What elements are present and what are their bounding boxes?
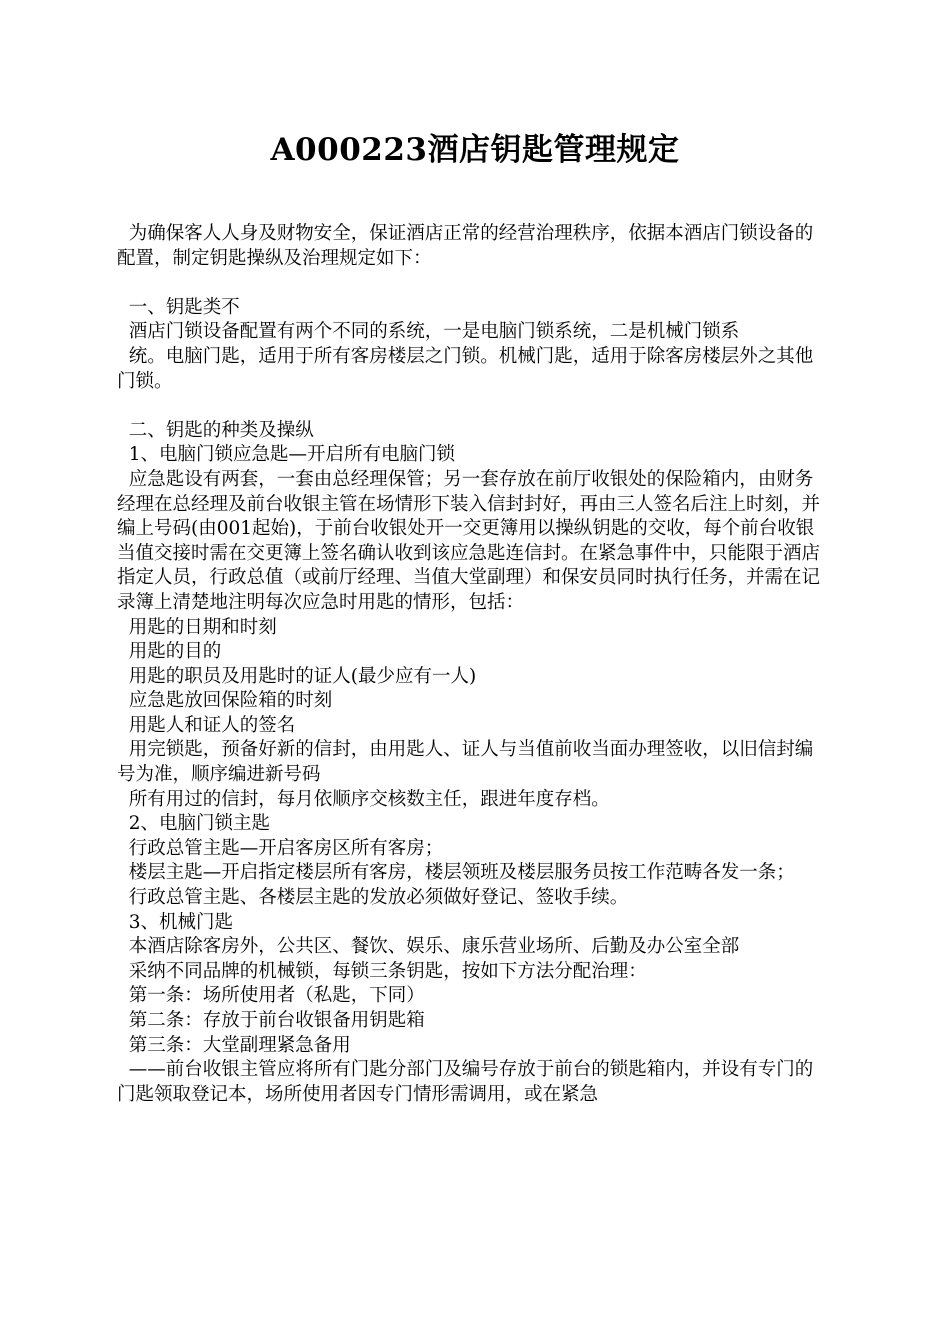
paragraph: 本酒店除客房外，公共区、餐饮、娱乐、康乐营业场所、后勤及办公室全部 bbox=[117, 936, 740, 958]
paragraph-spacer bbox=[117, 271, 831, 296]
paragraph: ——前台收银主管应将所有门匙分部门及编号存放于前台的锁匙箱内，并设有专门的门匙领取登记本，场所使用者因专门情形需调用，或在紧急 bbox=[117, 1059, 814, 1105]
paragraph: 用匙的日期和时刻 bbox=[117, 616, 277, 638]
paragraph: 用匙人和证人的签名 bbox=[117, 714, 296, 736]
paragraph: 3、机械门匙 bbox=[117, 911, 234, 933]
paragraph: 用完锁匙，预备好新的信封，由用匙人、证人与当值前收当面办理签收，以旧信封编号为准，顺序编进新号码 bbox=[117, 739, 814, 786]
paragraph: 第三条：大堂副理紧急备用 bbox=[117, 1034, 351, 1056]
paragraph: 用匙的目的 bbox=[117, 641, 222, 663]
paragraph: 酒店门锁设备配置有两个不同的系统，一是电脑门锁系统，二是机械门锁系 bbox=[117, 321, 740, 343]
paragraph: 用匙的职员及用匙时的证人(最少应有一人) bbox=[117, 665, 477, 687]
paragraph: 一、钥匙类不 bbox=[117, 296, 240, 318]
paragraph: 应急匙放回保险箱的时刻 bbox=[117, 690, 333, 712]
paragraph: 楼层主匙—开启指定楼层所有客房，楼层领班及楼层服务员按工作范畴各发一条； bbox=[117, 862, 795, 884]
paragraph-spacer bbox=[117, 394, 831, 419]
paragraph: 为确保客人人身及财物安全，保证酒店正常的经营治理秩序，依据本酒店门锁设备的配置，制定钥匙操纵及治理规定如下： bbox=[117, 223, 814, 269]
paragraph: 行政总管主匙—开启客房区所有客房； bbox=[117, 837, 444, 859]
document-title: A000223酒店钥匙管理规定 bbox=[270, 132, 680, 168]
paragraph: 采纳不同品牌的机械锁，每锁三条钥匙，按如下方法分配治理： bbox=[117, 960, 647, 982]
paragraph: 第二条：存放于前台收银备用钥匙箱 bbox=[117, 1010, 425, 1031]
paragraph: 行政总管主匙、各楼层主匙的发放必须做好登记、签收手续。 bbox=[117, 887, 629, 909]
document-body bbox=[117, 222, 831, 1107]
paragraph: 第一条：场所使用者（私匙，下同） bbox=[117, 985, 425, 1007]
paragraph: 统。电脑门匙，适用于所有客房楼层之门锁。机械门匙，适用于除客房楼层外之其他门锁。 bbox=[117, 345, 814, 392]
paragraph: 二、钥匙的种类及操纵 bbox=[117, 419, 314, 441]
paragraph: 1、电脑门锁应急匙—开启所有电脑门锁 bbox=[117, 444, 456, 466]
paragraph: 应急匙设有两套，一套由总经理保管；另一套存放在前厅收银处的保险箱内，由财务经理在总经理及前台收银主管在场情形下装入信封封好，再由三人签名后注上时刻，并编上号码(由001起始)，于前台收银处开一交更簿用以操纵钥匙的交收，每个前台收银当值交接时需在交更簿上签名确认收到该应急匙连信封。在紧急事件中，只能限于酒店指定人员，行政总值（或前厅经理、当值大堂副理）和保安员同时执行任务，并需在记录簿上清楚地注明每次应急时用匙的情形，包括： bbox=[117, 468, 821, 613]
paragraph: 所有用过的信封，每月依顺序交核数主任，跟进年度存档。 bbox=[117, 788, 610, 810]
paragraph: 2、电脑门锁主匙 bbox=[117, 813, 271, 835]
